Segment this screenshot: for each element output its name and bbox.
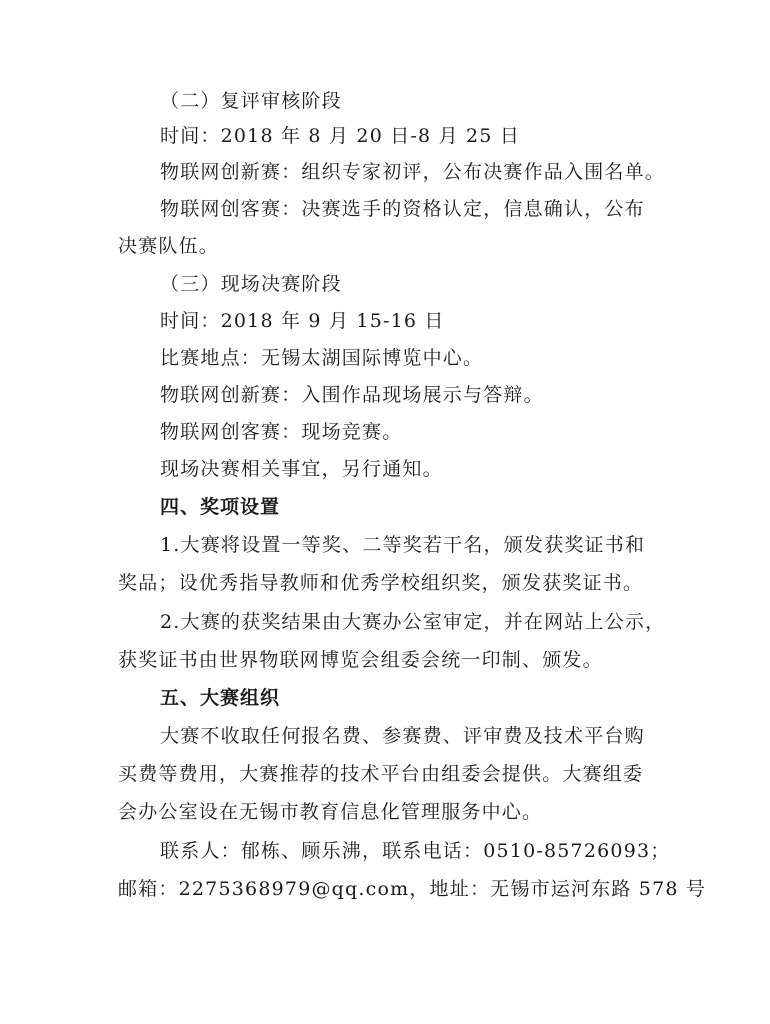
section-heading-awards: 四、奖项设置 (160, 496, 281, 518)
organization-text: 大赛不收取任何报名费、参赛费、评审费及技术平台购 (160, 725, 645, 747)
section-heading-organization: 五、大赛组织 (160, 687, 281, 709)
final-venue: 比赛地点：无锡太湖国际博览中心。 (160, 347, 484, 369)
maker-review-text-cont: 决赛队伍。 (118, 235, 220, 257)
review-time: 时间：2018 年 8 月 20 日-8 月 25 日 (160, 125, 521, 147)
contact-email-address: 邮箱：2275368979@qq.com，地址：无锡市运河东路 578 号 (118, 878, 707, 900)
subsection-heading-review: （二）复评审核阶段 (160, 90, 342, 112)
contact-persons: 联系人：郁栋、顾乐沸，联系电话：0510-85726093； (160, 840, 671, 862)
maker-final-text: 物联网创客赛：现场竞赛。 (160, 421, 403, 443)
final-time: 时间：2018 年 9 月 15-16 日 (160, 310, 445, 332)
awards-item-1: 1.大赛将设置一等奖、二等奖若干名，颁发获奖证书和 (160, 534, 646, 556)
organization-text-cont-1: 买费等费用，大赛推荐的技术平台由组委会提供。大赛组委 (118, 763, 644, 785)
organization-text-cont-2: 会办公室设在无锡市教育信息化管理服务中心。 (118, 801, 543, 823)
awards-item-1-cont: 奖品；设优秀指导教师和优秀学校组织奖，颁发获奖证书。 (118, 572, 644, 594)
maker-review-text: 物联网创客赛：决赛选手的资格认定，信息确认，公布 (160, 198, 645, 220)
awards-item-2-cont: 获奖证书由世界物联网博览会组委会统一印制、颁发。 (118, 649, 603, 671)
innovation-final-text: 物联网创新赛：入围作品现场展示与答辩。 (160, 384, 544, 406)
innovation-review-text: 物联网创新赛：组织专家初评，公布决赛作品入围名单。 (160, 161, 666, 183)
awards-item-2: 2.大赛的获奖结果由大赛办公室审定，并在网站上公示， (160, 611, 666, 633)
subsection-heading-final: （三）现场决赛阶段 (160, 273, 342, 295)
final-notice: 现场决赛相关事宜，另行通知。 (160, 458, 443, 480)
